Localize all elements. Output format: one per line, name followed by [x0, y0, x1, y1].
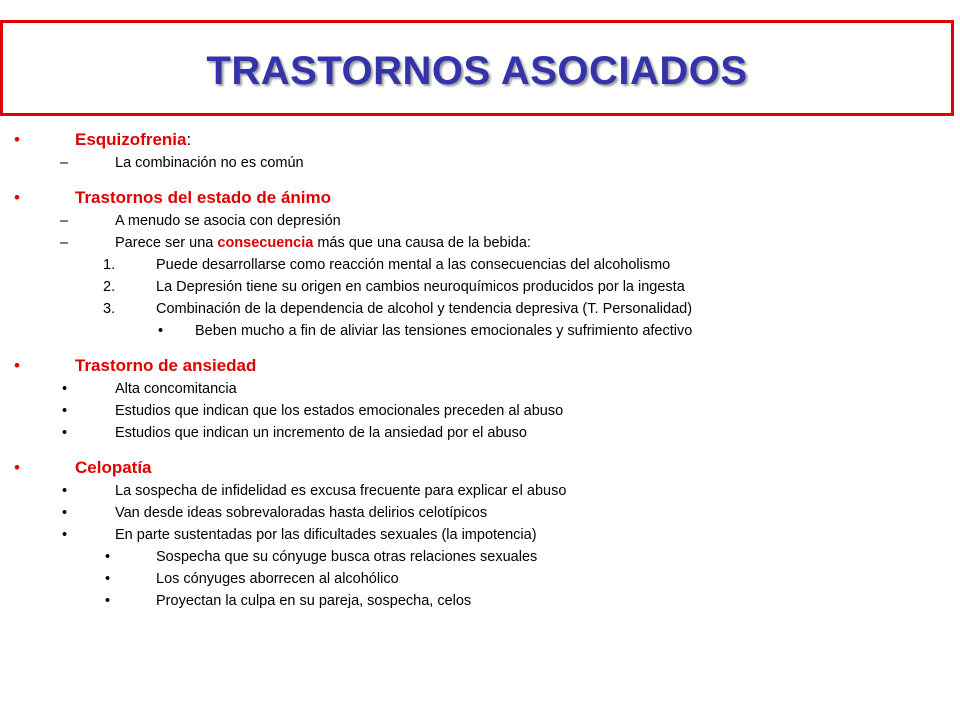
number-marker: 2. — [103, 279, 116, 295]
dash-marker: – — [60, 213, 69, 229]
item-text: A menudo se asocia con depresión — [115, 213, 341, 229]
bullet-marker: • — [105, 593, 111, 609]
heading-text: Trastornos del estado de ánimo — [75, 188, 332, 207]
list-item — [0, 568, 960, 590]
section-heading-celopatia — [0, 456, 960, 480]
item-text: Puede desarrollarse como reacción mental a las consecuencias del alcoholismo — [156, 257, 671, 273]
section-heading-esquizofrenia — [0, 128, 960, 152]
list-item — [0, 276, 960, 298]
title-box — [0, 20, 954, 116]
list-item — [0, 400, 960, 422]
number-marker: 1. — [103, 257, 116, 273]
bullet-marker: • — [158, 323, 164, 339]
dash-marker: – — [60, 235, 69, 251]
bullet-marker: • — [14, 356, 20, 375]
slide-title: TRASTORNOS ASOCIADOS — [206, 49, 748, 93]
item-text: Los cónyuges aborrecen al alcohólico — [156, 571, 399, 587]
bullet-marker: • — [62, 527, 68, 543]
item-text: Alta concomitancia — [115, 381, 237, 397]
item-text: Sospecha que su cónyuge busca otras relaciones sexuales — [156, 549, 538, 565]
list-item — [0, 210, 960, 232]
item-text-after: más que una causa de la bebida: — [313, 235, 531, 251]
item-text: La sospecha de infidelidad es excusa frecuente para explicar el abuso — [115, 483, 567, 499]
item-text: La Depresión tiene su origen en cambios neuroquímicos producidos por la ingesta — [156, 279, 685, 295]
bullet-marker: • — [62, 381, 68, 397]
item-text: En parte sustentadas por las dificultades sexuales (la impotencia) — [115, 527, 537, 543]
bullet-marker: • — [62, 483, 68, 499]
item-text: Beben mucho a fin de aliviar las tensiones emocionales y sufrimiento afectivo — [195, 323, 693, 339]
bullet-marker: • — [62, 425, 68, 441]
bullet-marker: • — [14, 188, 20, 207]
section-heading-ansiedad — [0, 354, 960, 378]
list-item — [0, 298, 960, 320]
list-item — [0, 232, 960, 254]
bullet-marker: • — [62, 403, 68, 419]
slide-content — [0, 128, 960, 612]
list-item — [0, 524, 960, 546]
bullet-marker: • — [105, 549, 111, 565]
bullet-marker: • — [14, 130, 20, 149]
list-item — [0, 378, 960, 400]
item-text: Estudios que indican que los estados emocionales preceden al abuso — [115, 403, 564, 419]
bullet-marker: • — [105, 571, 111, 587]
number-marker: 3. — [103, 301, 116, 317]
list-item — [0, 254, 960, 276]
heading-colon: : — [186, 130, 192, 149]
list-item — [0, 502, 960, 524]
list-item — [0, 590, 960, 612]
list-item — [0, 152, 960, 174]
heading-text: Celopatía — [75, 458, 152, 477]
item-text: Proyectan la culpa en su pareja, sospecha, celos — [156, 593, 472, 609]
item-text: La combinación no es común — [115, 155, 304, 171]
highlight-word: consecuencia — [217, 235, 314, 251]
item-text-before: Parece ser una — [115, 235, 218, 251]
bullet-marker: • — [14, 458, 20, 477]
list-item — [0, 546, 960, 568]
dash-marker: – — [60, 155, 69, 171]
heading-text: Trastorno de ansiedad — [75, 356, 257, 375]
item-text: Estudios que indican un incremento de la ansiedad por el abuso — [115, 425, 527, 441]
item-text: Van desde ideas sobrevaloradas hasta delirios celotípicos — [115, 505, 488, 521]
section-heading-animo — [0, 186, 960, 210]
item-text: Combinación de la dependencia de alcohol y tendencia depresiva (T. Personalidad) — [156, 301, 693, 317]
heading-text: Esquizofrenia — [75, 130, 187, 149]
list-item — [0, 480, 960, 502]
list-item — [0, 320, 960, 342]
bullet-marker: • — [62, 505, 68, 521]
list-item — [0, 422, 960, 444]
